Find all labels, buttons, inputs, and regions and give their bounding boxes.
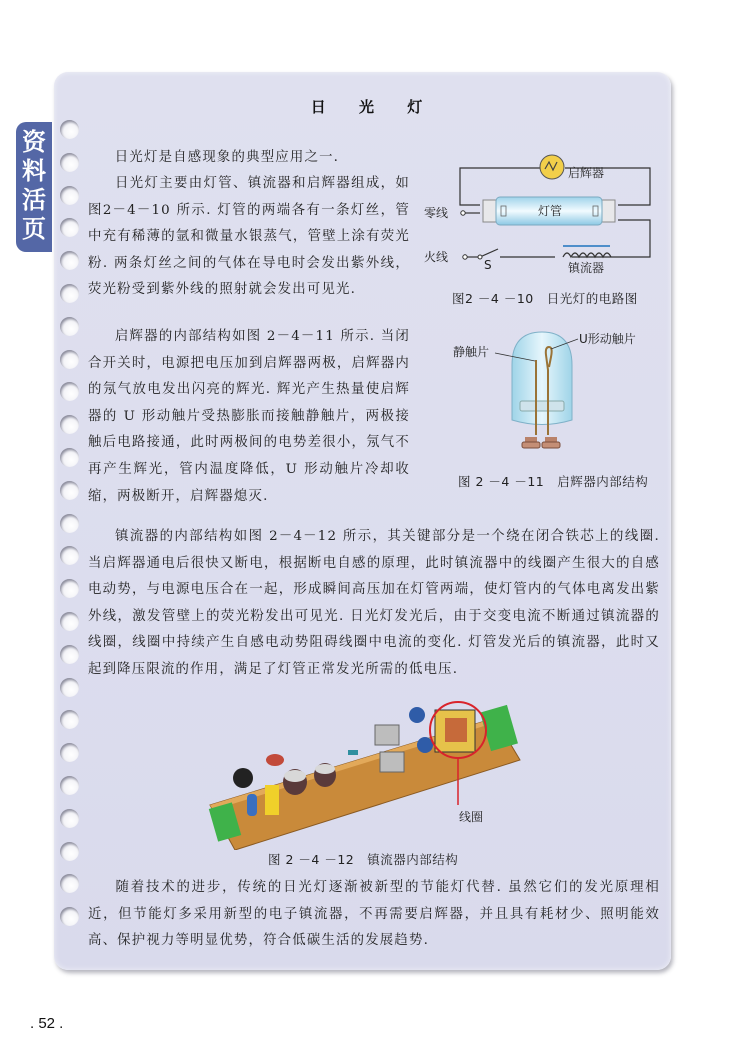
binder-hole-icon: [60, 514, 79, 533]
binder-hole-icon: [60, 842, 79, 861]
svg-text:镇流器: 镇流器: [568, 261, 605, 275]
sidebar-tab-info-page: [16, 122, 52, 252]
svg-text:灯管: 灯管: [538, 204, 563, 218]
binder-hole-icon: [60, 317, 79, 336]
paragraph-3: 启辉器的内部结构如图 2－4－11 所示. 当闭合开关时，电源把电压加到启辉器两极，启辉器内的氖气放电发出闪亮的辉光. 辉光产生热量使启辉器的 U 形动触片受热膨胀而接触静触片，两极接触后电路接通，此时两极间的电势差很小，氖气不再产生辉光，管内温度降低，U 形动触片冷却收缩，两极断开，启辉器熄灭.: [88, 329, 410, 504]
tab-char: 料: [22, 157, 46, 185]
circuit-diagram: [420, 145, 665, 280]
binder-hole-icon: [60, 186, 79, 205]
svg-text:火线: 火线: [424, 250, 449, 264]
svg-text:U形动触片: U形动触片: [579, 332, 636, 346]
binder-hole-icon: [60, 284, 79, 303]
figure-caption-2-4-11: 图 2 －4 －11 启辉器内部结构: [458, 474, 649, 489]
binder-hole-icon: [60, 350, 79, 369]
page-title: 日 光 灯: [310, 98, 437, 116]
binder-hole-icon: [60, 645, 79, 664]
binder-hole-icon: [60, 678, 79, 697]
svg-text:S: S: [484, 258, 492, 272]
binder-hole-icon: [60, 481, 79, 500]
tab-char: 资: [22, 128, 46, 156]
binder-hole-icon: [60, 153, 79, 172]
figure-caption-2-4-12: 图 2 －4 －12 镇流器内部结构: [268, 852, 459, 867]
binder-hole-icon: [60, 809, 79, 828]
svg-text:线圈: 线圈: [459, 810, 484, 824]
tab-char: 活: [22, 186, 46, 214]
starter-icon: [540, 155, 564, 179]
svg-text:零线: 零线: [424, 206, 449, 220]
paragraph-4: 镇流器的内部结构如图 2－4－12 所示，其关键部分是一个绕在闭合铁芯上的线圈. 当启辉器通电后很快又断电，根据断电自感的原理，此时镇流器中的线圈产生很大的自感电动势，与电源电压合在一起，形成瞬间高压加在灯管两端，使灯管内的气体电离发出紫外线，激发管壁上的荧光粉发出可见光. 日光灯发光后，由于交变电流不断通过镇流器的线圈，线圈中持续产生自感电动势阻碍线圈中电流的变化. 灯管发光后的镇流器，此时又起到降压限流的作用，满足了灯管正常发光所需的低电压.: [88, 529, 660, 677]
paragraph-1: 日光灯是自感现象的典型应用之一.: [114, 150, 340, 165]
svg-text:启辉器: 启辉器: [568, 166, 605, 180]
page-number: . 52 .: [30, 1015, 64, 1032]
figure-caption-2-4-10: 图2 －4 －10 日光灯的电路图: [452, 291, 638, 306]
paragraph-2: 日光灯主要由灯管、镇流器和启辉器组成，如图2－4－10 所示. 灯管的两端各有一条灯丝，管中充有稀薄的氩和微量水银蒸气，管壁上涂有荧光粉. 两条灯丝之间的气体在导电时会发出紫外线，荧光粉受到紫外线的照射就会发出可见光.: [88, 176, 410, 298]
binder-hole-icon: [60, 448, 79, 467]
binder-hole-icon: [60, 776, 79, 795]
binder-hole-icon: [60, 120, 79, 139]
tab-char: 页: [22, 215, 46, 243]
binder-hole-icon: [60, 612, 79, 631]
ballast-coil-icon: [563, 253, 611, 257]
starter-structure-diagram: [445, 325, 655, 465]
paragraph-5: 随着技术的进步，传统的日光灯逐渐被新型的节能灯代替. 虽然它们的发光原理相近，但节能灯多采用新型的电子镇流器，不再需要启辉器，并且具有耗材少、照明能效高、保护视力等明显优势，符合低碳生活的发展趋势.: [88, 880, 660, 949]
svg-text:静触片: 静触片: [453, 345, 490, 359]
ballast-photo: [205, 700, 535, 850]
